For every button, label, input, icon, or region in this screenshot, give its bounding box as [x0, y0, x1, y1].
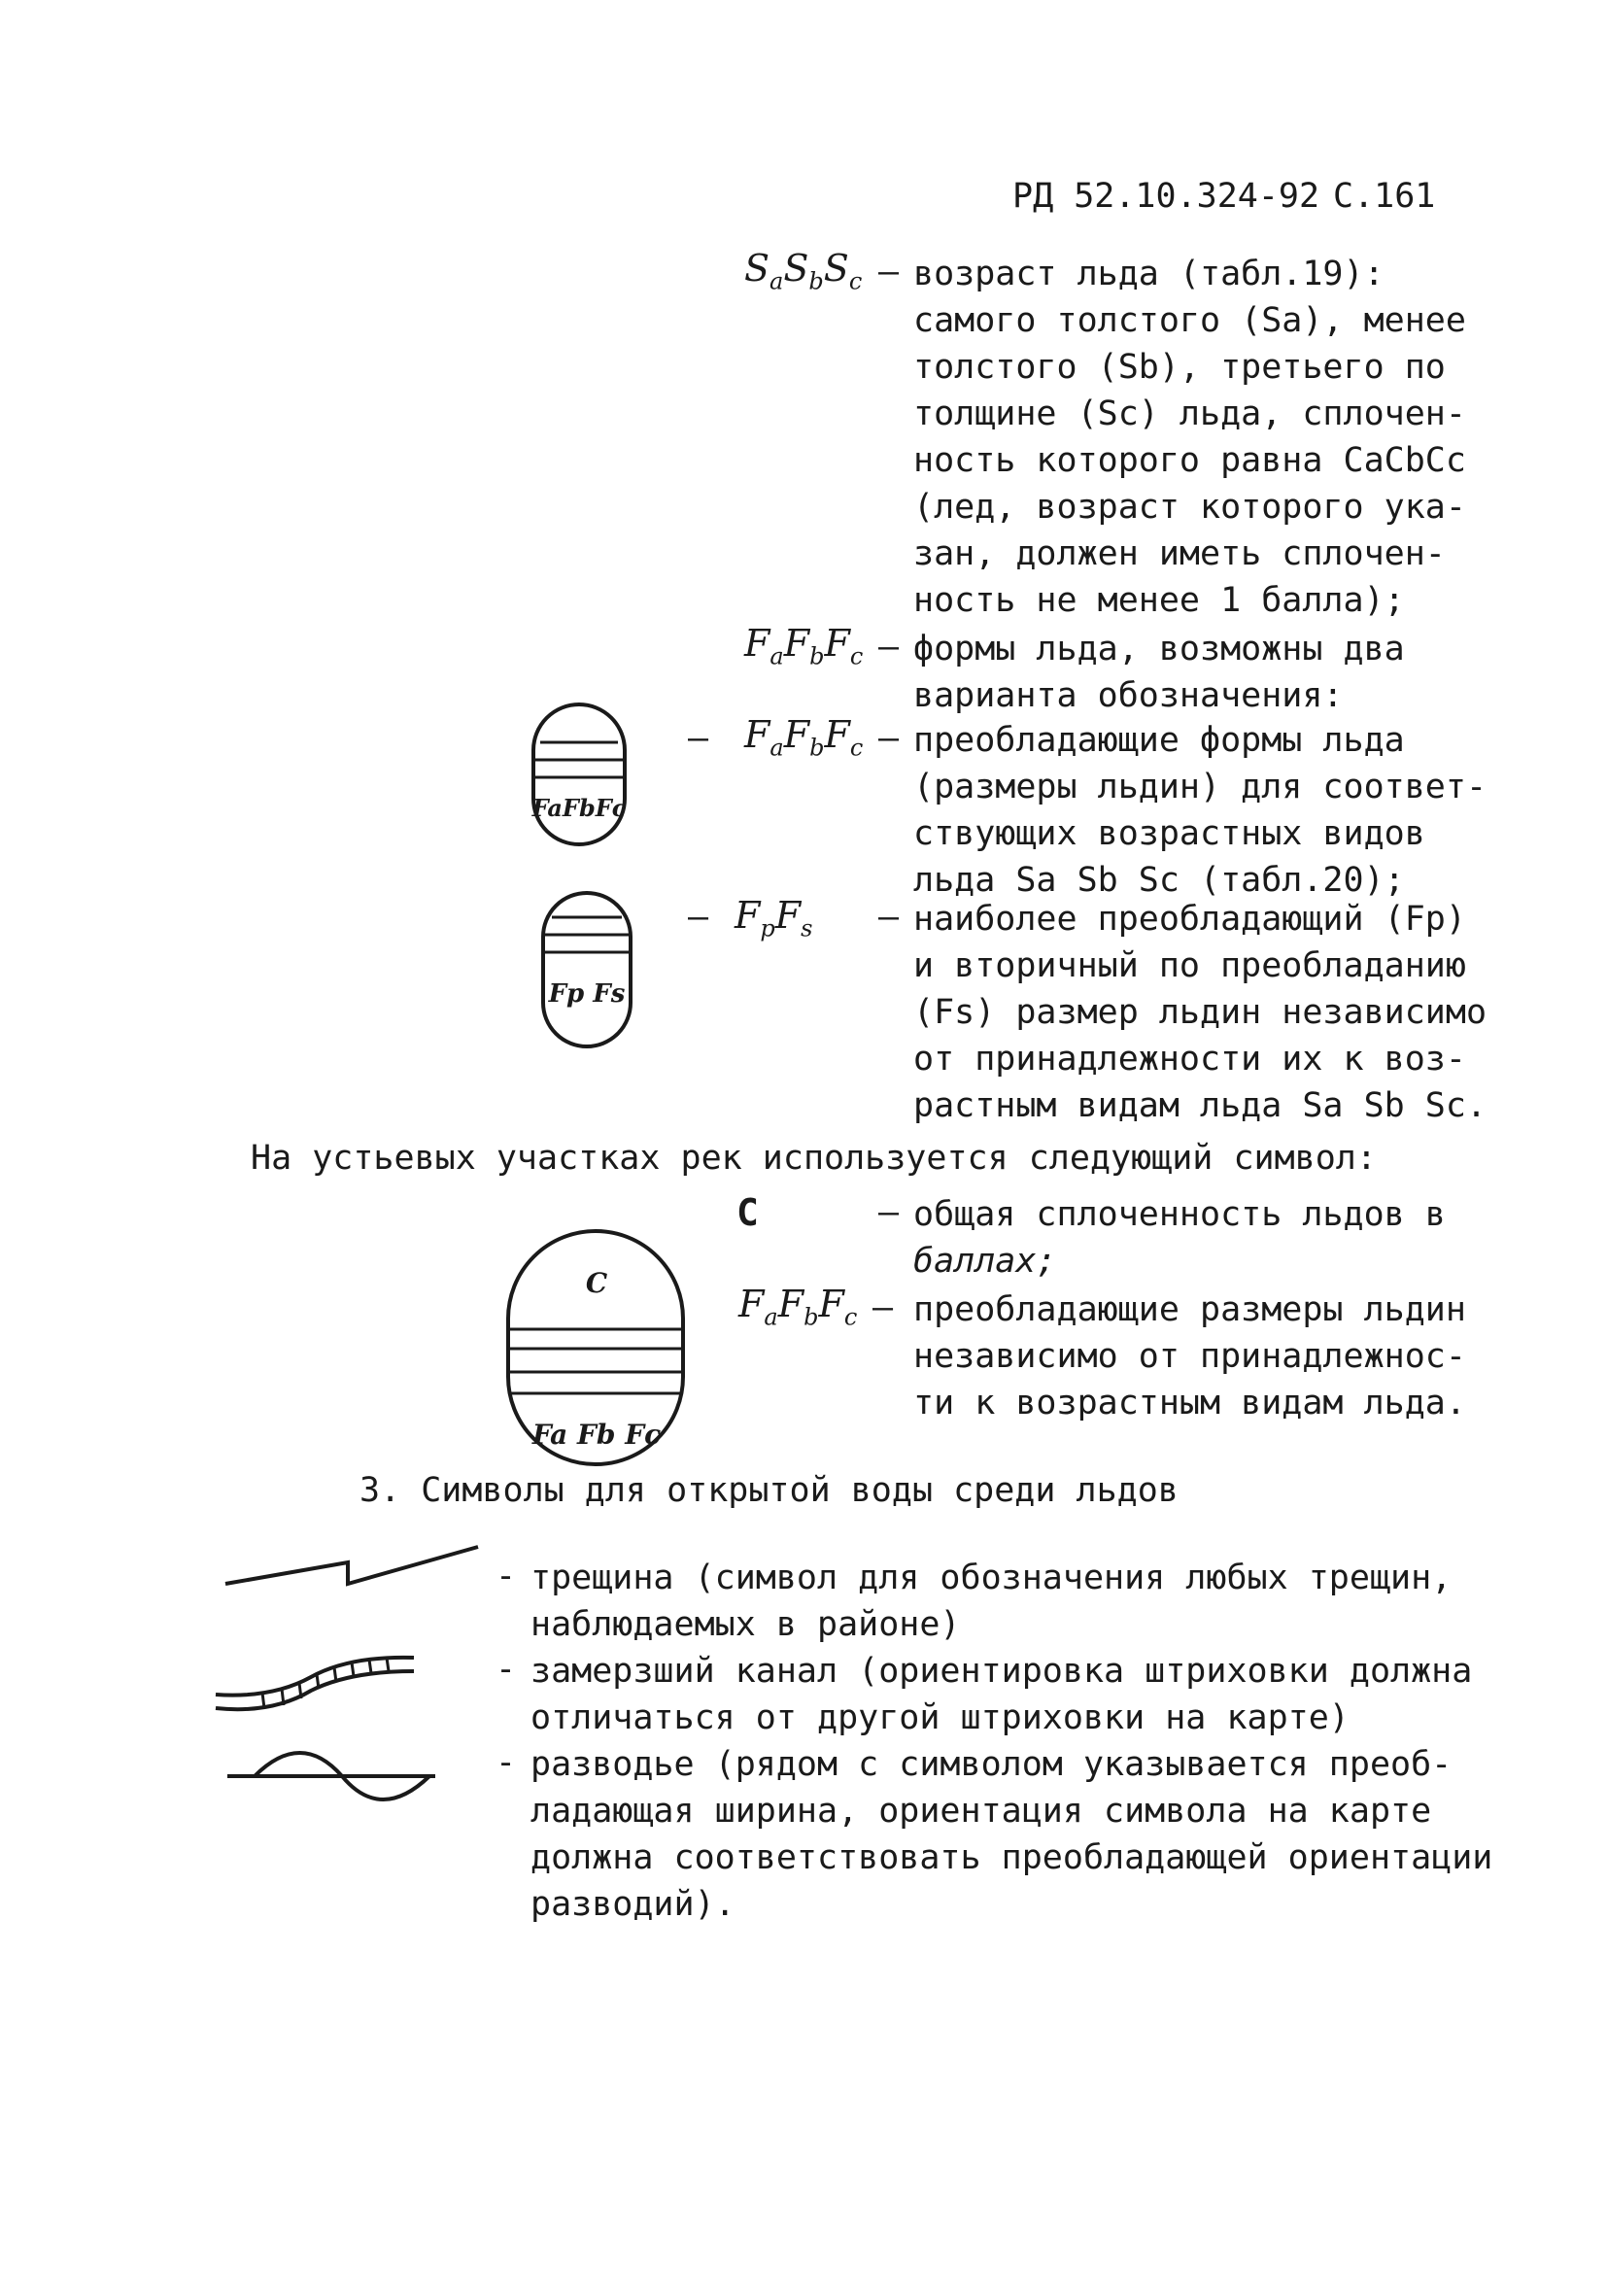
variant1-line: льда Sa Sb Sc (табл.20);	[913, 861, 1405, 900]
river-intro: На устьевых участках рек используется следующий символ:	[251, 1139, 1377, 1178]
dash: -	[496, 1557, 517, 1595]
dash: –	[878, 253, 900, 291]
dash: –	[872, 1288, 894, 1327]
age-line: зан, должен иметь сплочен-	[913, 534, 1446, 573]
f-symbol: $F_aF_bF_c$	[738, 1283, 858, 1331]
oval-top-label: C	[585, 1267, 608, 1299]
f-line: ти к возрастным видам льда.	[913, 1384, 1466, 1422]
age-line: возраст льда (табл.19):	[913, 255, 1385, 293]
age-line: толстого (Sb), третьего по	[913, 348, 1446, 387]
variant1-line: ствующих возрастных видов	[913, 814, 1425, 853]
variant2-line: и вторичный по преобладанию	[913, 946, 1466, 985]
age-symbol: $S_aS_bS_c$	[744, 247, 863, 295]
section3-line: разводий).	[530, 1885, 735, 1924]
variant1-line: преобладающие формы льда	[913, 721, 1405, 760]
age-line: толщине (Sc) льда, сплочен-	[913, 394, 1466, 433]
c-line: общая сплоченность льдов в	[913, 1195, 1446, 1234]
section3-line: ладающая ширина, ориентация символа на карте	[530, 1792, 1432, 1831]
age-line: ность которого равна CaCbCc	[913, 441, 1466, 480]
variant2-line: от принадлежности их к воз-	[913, 1040, 1466, 1079]
document-code: РД 52.10.324-92	[1012, 177, 1320, 216]
page-number: С.161	[1333, 177, 1436, 216]
ice-form-oval-icon	[530, 702, 628, 847]
age-line: (лед, возраст которого ука-	[913, 488, 1466, 527]
c-line: баллах;	[913, 1242, 1057, 1281]
oval-bottom-label: Fa Fb Fc	[531, 1419, 662, 1451]
forms-line: варианта обозначения:	[913, 676, 1344, 715]
oval-label: FaFbFc	[531, 794, 627, 822]
forms-symbol: $F_aF_bF_c$	[744, 622, 864, 670]
dash: –	[878, 628, 900, 667]
dash: -	[496, 1743, 517, 1782]
variant1-line: (размеры льдин) для соответ-	[913, 768, 1487, 806]
variant2-symbol: $F_pF_s$	[735, 894, 813, 942]
c-symbol: C	[736, 1191, 759, 1234]
dash: –	[878, 1193, 900, 1232]
frozen-channel-symbol-icon	[214, 1638, 418, 1716]
lead-symbol-icon	[225, 1735, 439, 1823]
dash: -	[496, 1650, 517, 1689]
f-line: независимо от принадлежнос-	[913, 1337, 1466, 1376]
section3-line: наблюдаемых в районе)	[530, 1605, 961, 1644]
variant2-line: (Fs) размер льдин независимо	[913, 993, 1487, 1032]
forms-line: формы льда, возможны два	[913, 630, 1405, 668]
river-mouth-oval-icon	[505, 1228, 686, 1467]
dash: –	[878, 719, 900, 758]
oval-label: Fp Fs	[548, 979, 626, 1009]
section3-line: трещина (символ для обозначения любых трещин,	[530, 1559, 1453, 1597]
age-line: самого толстого (Sa), менее	[913, 301, 1466, 340]
f-line: преобладающие размеры льдин	[913, 1290, 1466, 1329]
section3-line: замерзший канал (ориентировка штриховки должна	[530, 1652, 1473, 1691]
dash: –	[878, 898, 900, 937]
section3-line: разводье (рядом с символом указывается преоб-	[530, 1745, 1453, 1784]
dash: –	[688, 719, 709, 758]
ice-size-oval-icon	[540, 890, 633, 1049]
dash: –	[688, 898, 709, 937]
age-line: ность не менее 1 балла);	[913, 581, 1405, 620]
section3-line: должна соответствовать преобладающей ориентации	[530, 1838, 1493, 1877]
variant1-symbol: $F_aF_bF_c$	[744, 713, 864, 762]
section3-heading: 3. Символы для открытой воды среди льдов	[359, 1471, 1179, 1510]
section3-line: отличаться от другой штриховки на карте)	[530, 1698, 1350, 1737]
crack-symbol-icon	[223, 1541, 486, 1590]
variant2-line: наиболее преобладающий (Fp)	[913, 900, 1466, 939]
variant2-line: растным видам льда Sa Sb Sc.	[913, 1086, 1487, 1125]
